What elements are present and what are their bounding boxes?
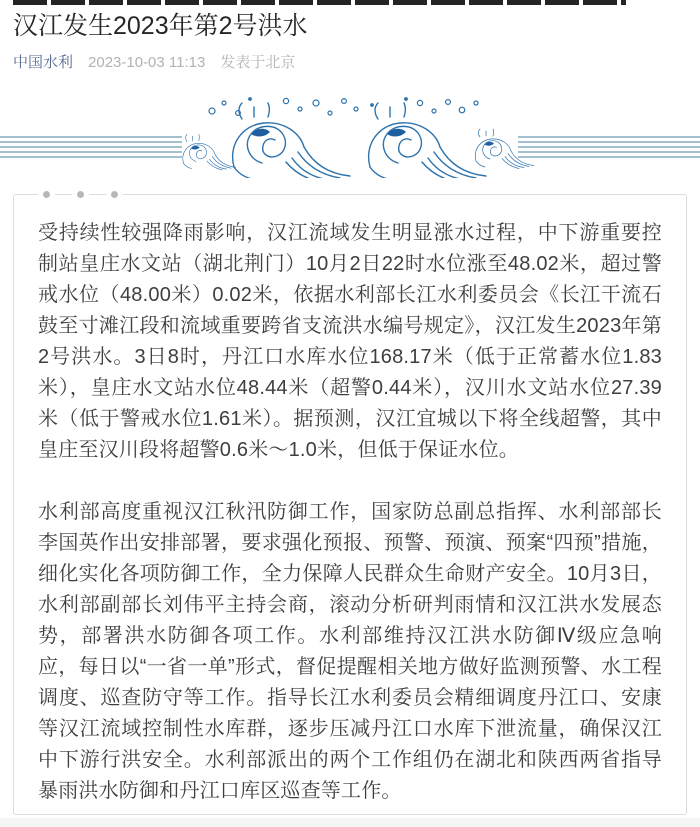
paragraph-ministry-response: 水利部高度重视汉江秋汛防御工作，国家防总副总指挥、水利部部长李国英作出安排部署，要求强化预报、预警、预演、预案“四预”措施，细化实化各项防御工作，全力保障人民群众生命财产安全。10月3日，水利部副部长刘伟平主持会商，滚动分析研判雨情和汉江洪水发展态势，部署洪水防御各项工作。水利部维持汉江洪水防御Ⅳ级应急响应，每日以“一省一单”形式，督促提醒相关地方做好监测预警、水工程调度、巡查防守等工作。指导长江水利委员会精细调度丹江口、安康等汉江流域控制性水库群，逐步压减丹江口水库下泄流量，确保汉江中下游行洪安全。水利部派出的两个工作组仍在湖北和陕西两省指导暴雨洪水防御和丹江口库区巡查等工作。 [38,501,662,802]
byline [13,53,687,73]
paragraph-flood-report: 受持续性较强降雨影响，汉江流域发生明显涨水过程，中下游重要控制站皇庄水文站（湖北荆门）10月2日22时水位涨至48.02米，超过警戒水位（48.00米）0.02米，依据水利部长江水利委员会《长江干流石鼓至寸滩江段和流域重要跨省支流洪水编号规定》，汉江发生2023年第2号洪水。3日8时，丹江口水库水位168.17米（低于正常蓄水位1.83米），皇庄水文站水位48.44米（超警0.44米），汉川水文站水位27.39米（低于警戒水位1.61米）。据预测，汉江宜城以下将全线超警，其中皇庄至汉川段将超警0.6米～1.0米，但低于保证水位。 [38,222,662,461]
article-body-card [13,194,687,815]
decorative-dot [111,191,118,198]
page-bottom-strip [0,818,700,827]
article-header [0,0,700,73]
wave-divider-graphic [0,93,700,178]
decorative-dot [43,191,50,198]
decorative-dot [77,191,84,198]
account-name-link[interactable]: 中国水利 [13,54,74,71]
publish-location: 发表于北京 [220,54,296,71]
page-title: 汉江发生2023年第2号洪水 [13,12,308,40]
publish-timestamp: 2023-10-03 11:13 [88,54,206,71]
decorative-dots [43,191,118,198]
clipped-text-remnant [13,0,626,5]
